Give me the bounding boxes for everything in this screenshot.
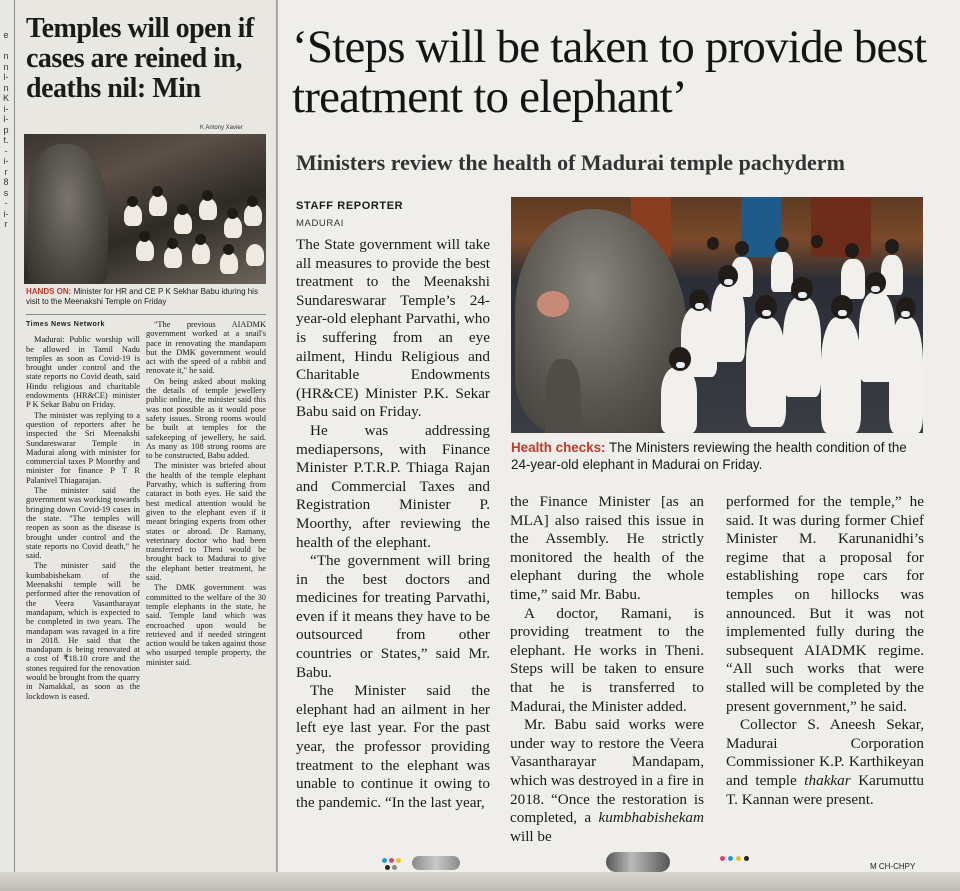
margin-char: [0, 41, 12, 52]
column-divider: [14, 0, 15, 891]
paragraph: On being asked about making the details of temple jewellery public online, the minister said this was not possible as it would pose safety issues. Strong rooms would be built at temples for the safekeeping of jewellery, he said. As many as 108 strong rooms are to be constructed, Babu added.: [146, 376, 266, 461]
margin-char: -: [4, 198, 8, 208]
paragraph: The minister was replying to a question of reporters after he inspected the Sri Meenakshi Sundareswarar Temple in Madurai along with minister for commercial taxes P Moorthy and minister for finance P T R Palanivel Thiagarajan.: [26, 410, 140, 485]
margin-char: s: [3, 187, 9, 198]
left-photo-credit: K Antony Xavier: [200, 125, 243, 131]
paragraph: The minister said the kumbabishekam of the Meenakshi temple will be performed after the renovation of the Veera Vasantharayar mandapam, which is expected to be completed in two years. The mandapam was ravaged in a fire in 2018. He said that the mandapam is being renovated at a cost of ₹18.10 crore and the stones required for the renovation would be brought from the quarry in Namakkal, as soon as the lockdown is eased.: [26, 561, 140, 701]
paragraph-text: Collector S. Aneesh Sekar, Madurai Corporation Commissioner K.P. Karthikeyan and temple: [726, 716, 924, 789]
paragraph-tail: Karumuttu T. Kannan were present.: [726, 771, 925, 808]
margin-char: K: [2, 93, 9, 103]
elephant-figure: [28, 144, 108, 284]
caption-lead: HANDS ON:: [26, 287, 72, 296]
paragraph: Madurai: Public worship will be allowed in Tamil Nadu temples as soon as Covid-19 is brought under control and the state reports no Covid death, said Hindu religious and charitable endowments (HR&CE) minister P K Sekar Babu on Friday.: [26, 335, 140, 410]
elephant-trunk: [545, 359, 581, 433]
margin-char: n: [3, 61, 9, 72]
temple-pillar: [811, 197, 871, 257]
margin-char: e: [3, 30, 9, 40]
margin-text-fragments: [0, 30, 12, 230]
registration-marks: [382, 858, 412, 872]
paragraph-text: Mr. Babu said works were under way to restore the Veera Vasantharayar Mandapam, which was destroyed in a fire in 2018. “Once the restoration is completed, a: [510, 716, 705, 827]
article-column-2: [510, 493, 704, 846]
italic-term: kumbhabishekam: [598, 809, 704, 827]
margin-char: t.: [3, 135, 9, 145]
article-column-3: [726, 493, 924, 809]
paragraph: performed for the temple,” he said. It was during former Chief Minister M. Karunanidhi’s regime that a proposal for establishing rope cars for temples on hillocks was announced. But it was not implemented fully during the subsequent AIADMK regime. “All such works that were stalled will be completed by the present government,” he said.: [726, 493, 924, 715]
paragraph: The DMK government was committed to the welfare of the 30 temple elephants in the state, he said. Temple land which was encroached upon would be retrieved and if needed stringent action would be taken against those who usurped temple property, the minister said.: [146, 583, 266, 667]
byline: Times News Network: [26, 321, 105, 328]
margin-char: p: [3, 124, 9, 135]
margin-char: i-: [3, 103, 9, 114]
paper-edge: [0, 872, 960, 891]
paragraph: The State government will take all measures to provide the best treatment to the Meenakshi Sundareswarar Temple’s 24-year-old elephant Parvathi, who is suffering from an eye ailment, Hindu Religious and Charitable Endowments (HR&CE) Minister P.K. Sekar Babu said on Friday.: [296, 236, 490, 421]
paragraph: "The previous AIADMK government worked at a snail's pace in renovating the mandapam but the DMK government would act with the speed of a rabbit and renovate it," he said.: [146, 320, 266, 376]
italic-term: thakkar: [804, 771, 851, 789]
paragraph: The Minister said the elephant had an ailment in her left eye last year. For the past year, the professor providing treatment to the elephant was unable to continue it owing to the pandemic. “In the last year,: [296, 682, 490, 811]
left-photo-caption: [26, 287, 266, 307]
margin-char: i-: [3, 208, 9, 219]
subheadline: Ministers review the health of Madurai temple pachyderm: [296, 150, 845, 175]
left-clipping: [0, 0, 278, 891]
main-headline: ‘Steps will be taken to provide best treatment to elephant’: [292, 21, 927, 123]
registration-bar: [606, 852, 670, 872]
left-headline: Temples will open if cases are reined in, deaths nil: Min: [26, 13, 254, 104]
margin-char: n: [3, 82, 9, 93]
divider: [26, 314, 266, 315]
left-column-a: [26, 320, 140, 702]
paragraph: the Finance Minister [as an MLA] also raised this issue in the Assembly. He strictly monitored the health of the elephant during the whole time,” said Mr. Babu.: [510, 493, 704, 603]
margin-char: l-: [3, 72, 9, 82]
registration-marks: [720, 856, 760, 868]
paragraph: The minister was briefed about the health of the temple elephant Parvathy, which is suffering from cataract in both eyes. He said the best medical attention would be given to the elephant even if it meant bringing experts from other states or abroad. Dr Ramany, veterinary doctor who had been transferred to Theni would be brought back to Madurai to give the elephant better treatment, he said.: [146, 461, 266, 583]
registration-bar: [412, 856, 460, 870]
reporter-credit: STAFF REPORTER: [296, 200, 404, 212]
photo-caption: [511, 439, 923, 473]
margin-char: n: [3, 51, 9, 61]
paragraph: A doctor, Ramani, is providing treatment to the elephant. He works in Theni. Steps will be taken to ensure that he is transferred to Madurai, the Minister added.: [510, 604, 704, 715]
margin-char: i-: [3, 156, 9, 166]
left-article-photo: [24, 134, 266, 284]
dateline: MADURAI: [296, 218, 345, 229]
paragraph: He was addressing mediapersons, with Finance Minister P.T.R.P. Thiaga Rajan and Commercial Taxes and Registration Minister P. Moorthy, after reviewing the health of the elephant.: [296, 421, 490, 551]
paragraph: “The government will bring in the best doctors and medicines for treating Parvathi, even if it means they have to be outsourced from other countries or States,” said Mr. Babu.: [296, 552, 490, 681]
paragraph-tail: will be: [510, 827, 552, 845]
margin-char: l-: [3, 114, 9, 124]
elephant-health-check-photo: [511, 197, 923, 433]
article-column-1: [296, 236, 490, 812]
paragraph: The minister said the government was working towards bringing down Covid-19 cases in the state. "The temples will reopen as soon as the disease is brought under control and the state reports no Covid death," he said.: [26, 486, 140, 561]
caption-text: The Ministers reviewing the health condition of the 24-year-old elephant in Madurai on Friday.: [511, 440, 907, 472]
edition-code: M CH-CHPY: [870, 862, 916, 871]
margin-char: 8: [3, 177, 9, 187]
paragraph: [726, 716, 924, 809]
margin-char: -: [4, 145, 8, 156]
caption-text: Minister for HR and CE P K Sekhar Babu iduring his visit to the Meenakshi Temple on Friday: [26, 287, 258, 306]
caption-lead: Health checks:: [511, 440, 606, 455]
left-column-b: [146, 320, 266, 668]
paragraph: [510, 716, 704, 846]
elephant-eye: [537, 291, 569, 317]
margin-char: r: [4, 166, 8, 177]
margin-char: r: [4, 219, 8, 229]
